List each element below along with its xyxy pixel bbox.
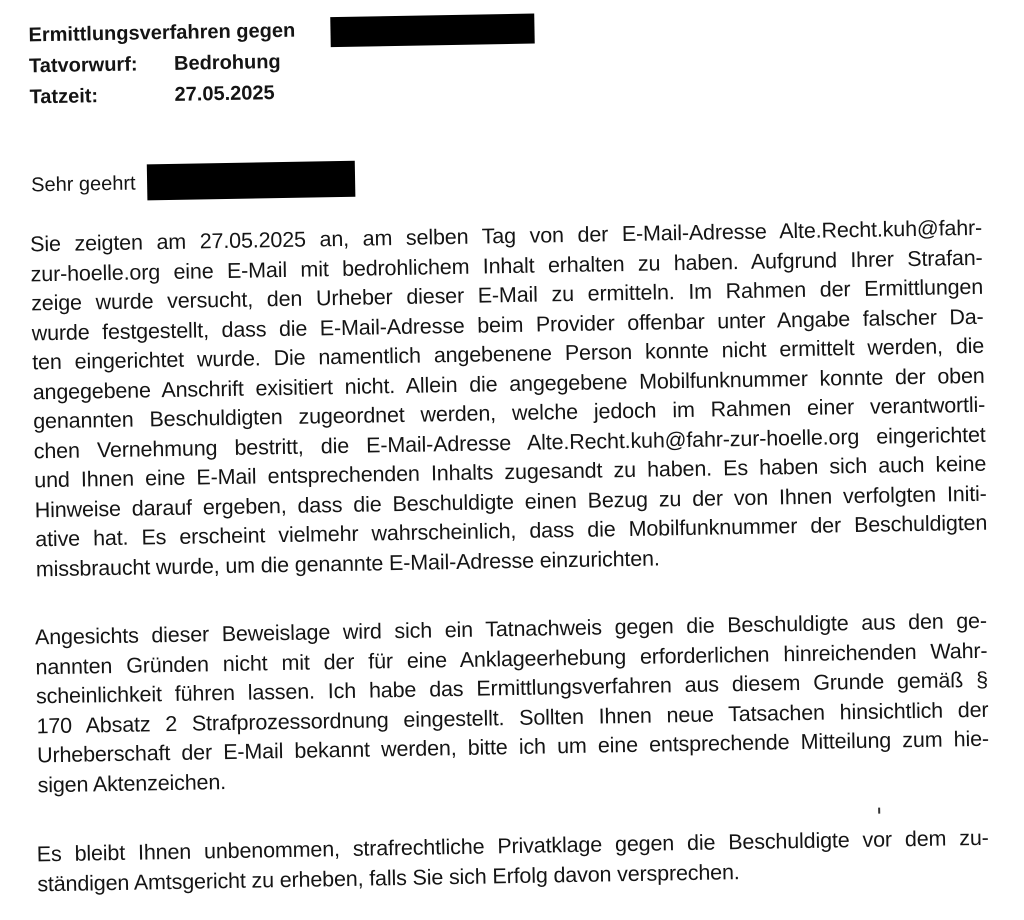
text-line: sigen Aktenzeichen. [37, 769, 227, 797]
text-line: ten eingerichtet wurde. Die namentlich angebenene Person konnte nicht ermittelt werden, die [32, 333, 985, 375]
text-line: ständigen Amtsgericht zu erheben, falls Sie sich Erfolg davon versprechen. [37, 859, 740, 896]
case-label: Ermittlungsverfahren gegen [28, 19, 296, 47]
date-label: Tatzeit: [29, 85, 99, 109]
paragraph-2 [35, 607, 990, 801]
scan-speck [878, 808, 880, 814]
text-line: nannten Gründen nicht mit der für eine Anklageerhebung erforderlichen hinreichenden Wahr- [35, 638, 988, 679]
date-value: 27.05.2025 [174, 82, 275, 106]
text-line: angegebene Anschrift exisitiert nicht. Allein die angegebene Mobilfunknummer konnte der oben [32, 363, 985, 404]
charge-label: Tatvorwurf: [28, 53, 138, 78]
paragraph-1 [30, 214, 988, 585]
charge-value: Bedrohung [173, 50, 281, 75]
text-line: Es bleibt Ihnen unbenommen, strafrechtliche Privatklage gegen die Beschuldigte vor dem zu- [36, 825, 989, 867]
case-header [28, 11, 590, 114]
text-line: genannten Beschuldigten zugeordnet werden, welche jedoch im Rahmen einer verantwortli- [33, 392, 986, 434]
text-line: Sie zeigten am 27.05.2025 an, am selben Tag von der E-Mail-Adresse Alte.Recht.kuh@fahr- [29, 215, 983, 257]
text-line: 170 Absatz 2 Strafprozessordnung eingestellt. Sollten Ihnen neue Tatsachen hinsichtlich der [36, 697, 989, 738]
text-line: wurde festgestellt, dass die E-Mail-Adresse beim Provider offenbar unter Angabe falscher Da- [31, 304, 984, 345]
text-line: und Ihnen eine E-Mail entsprechenden Inhalts zugesandt zu haben. Es haben sich auch keine [34, 451, 987, 493]
text-line: Hinweise darauf ergeben, dass die Beschuldigte einen Bezug zu der von Ihnen verfolgten Initi- [34, 481, 987, 522]
text-line: ative hat. Es erscheint vielmehr wahrscheinlich, dass die Mobilfunknummer der Beschuldigten [35, 510, 988, 552]
text-line: zur-hoelle.org eine E-Mail mit bedrohlichem Inhalt erhalten zu haben. Aufgrund Ihrer Strafan- [30, 245, 983, 286]
text-line: missbraucht wurde, um die genannte E-Mail-Adresse einzurichten. [35, 545, 660, 581]
text-line: zeige wurde versucht, den Urheber dieser E-Mail zu ermitteln. Im Rahmen der Ermittlungen [30, 274, 984, 316]
paragraph-3 [37, 824, 990, 900]
text-line: scheinlichkeit führen lassen. Ich habe das Ermittlungsverfahren aus diesem Grunde gemäß § [35, 667, 989, 709]
text-line: chen Vernehmung bestritt, die E-Mail-Adresse Alte.Recht.kuh@fahr-zur-hoelle.org eingerichtet [33, 422, 986, 463]
salutation-text: Sehr geehrt [30, 172, 136, 197]
text-line: Angesichts dieser Beweislage wird sich ein Tatnachweis gegen die Beschuldigte aus den ge- [34, 608, 988, 650]
redacted-salutation-name [147, 161, 356, 201]
text-line: Urheberschaft der E-Mail bekannt werden, bitte ich um eine entsprechende Mitteilung zum hie- [36, 726, 990, 768]
salutation [31, 173, 136, 198]
